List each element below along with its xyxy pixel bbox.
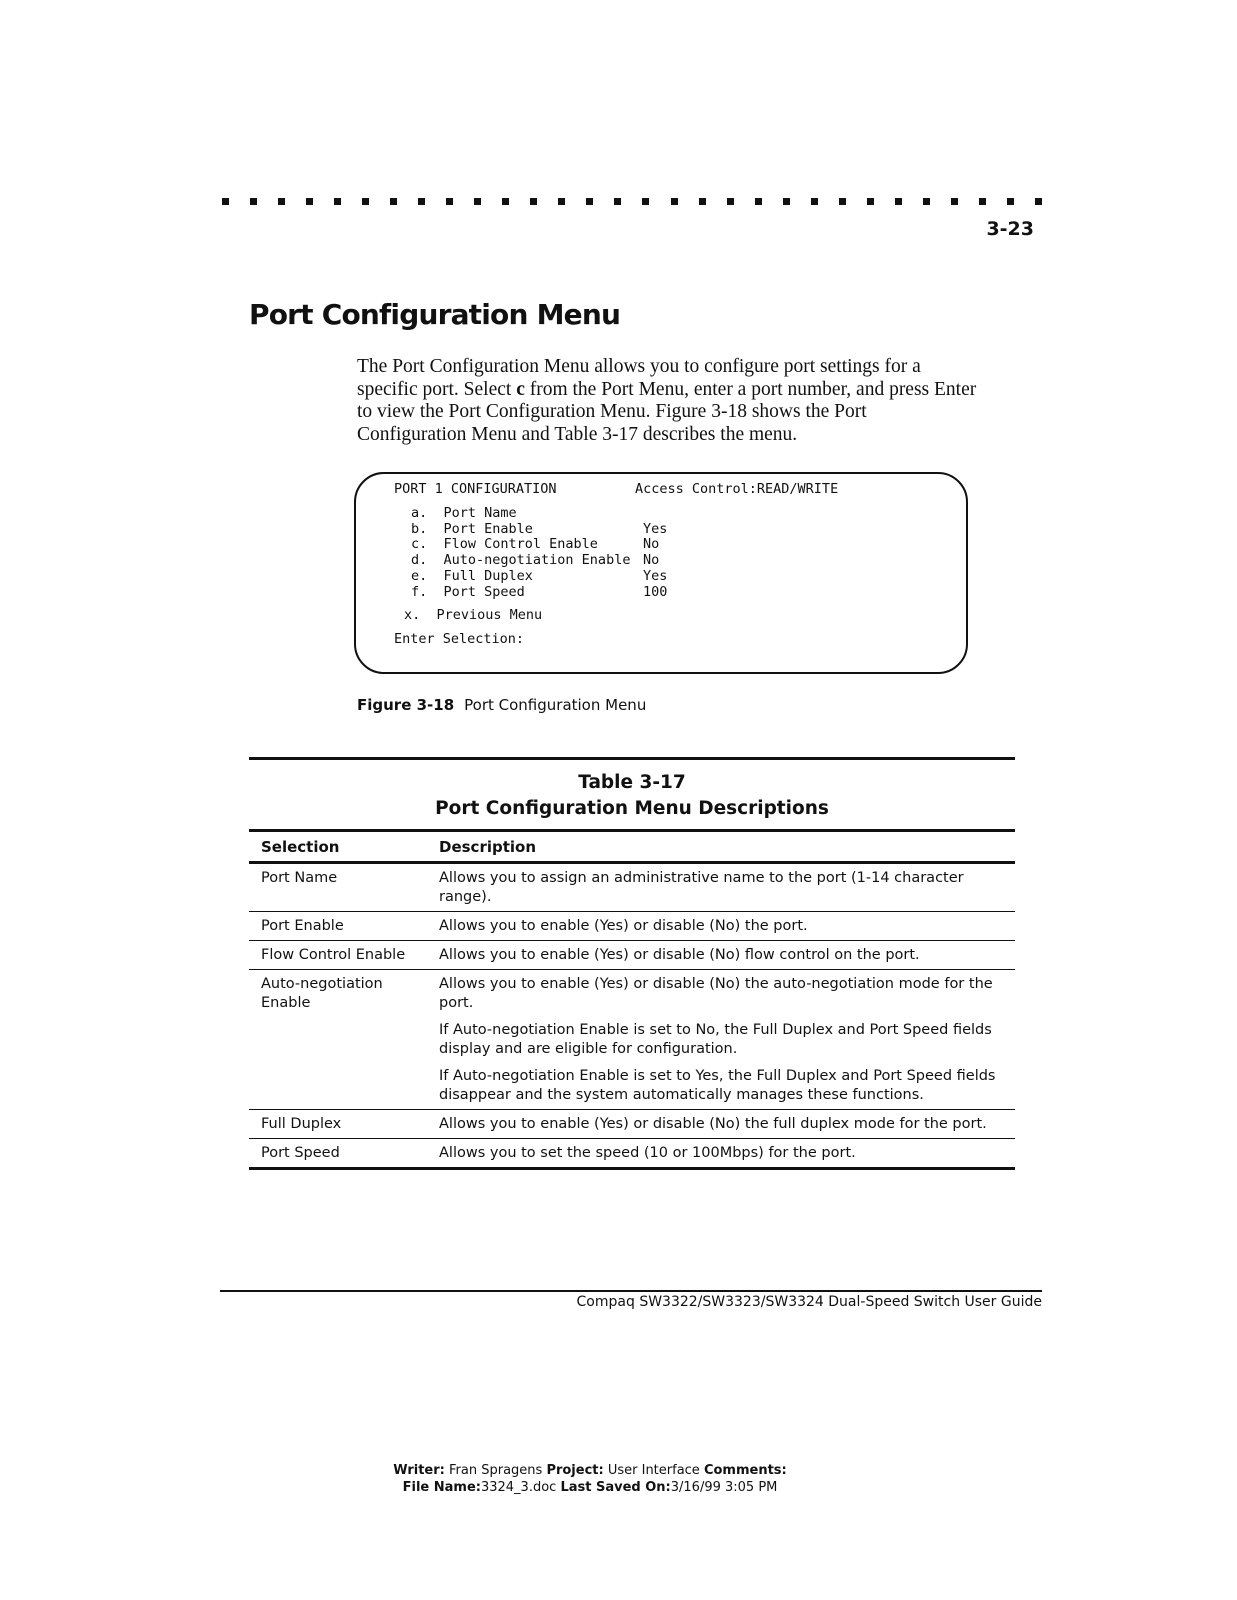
description-cell xyxy=(427,863,1015,912)
metadata-line-1 xyxy=(380,1462,800,1479)
filename: 3324_3.doc xyxy=(480,1480,557,1495)
rule-dot xyxy=(418,198,425,205)
rule-dot xyxy=(446,198,453,205)
rule-dot xyxy=(586,198,593,205)
rule-dot xyxy=(334,198,341,205)
table-row xyxy=(249,941,1015,970)
description-table-block xyxy=(249,757,1015,1170)
terminal-menu-value: No xyxy=(643,552,660,568)
rule-dot xyxy=(222,198,229,205)
rule-dot xyxy=(951,198,958,205)
table-row xyxy=(249,1139,1015,1169)
terminal-menu-item: a. Port Name xyxy=(411,505,517,521)
rule-dot xyxy=(614,198,621,205)
rule-dot xyxy=(895,198,902,205)
rule-dot xyxy=(530,198,537,205)
description-paragraph: Allows you to assign an administrative name to the port (1-14 character range). xyxy=(439,870,964,905)
rule-dot xyxy=(250,198,257,205)
rule-dot xyxy=(727,198,734,205)
terminal-prompt: Enter Selection: xyxy=(394,631,525,647)
terminal-menu-value: Yes xyxy=(643,521,668,537)
rule-dot xyxy=(306,198,313,205)
rule-dot xyxy=(839,198,846,205)
rule-dot xyxy=(502,198,509,205)
table-number: Table 3-17 xyxy=(578,772,686,793)
footer-guide-title: Compaq SW3322/SW3323/SW3324 Dual-Speed Switch User Guide xyxy=(576,1294,1042,1310)
terminal-menu-item: c. Flow Control Enable xyxy=(411,536,598,552)
rule-dot xyxy=(1007,198,1014,205)
intro-text-2: from the Port Menu, enter a port number, and press Enter to view the Port Configuration Menu. Figure 3-18 shows the Port Configuration Menu and Table 3-17 describes the menu. xyxy=(357,378,977,445)
table-row xyxy=(249,863,1015,912)
table-row xyxy=(249,970,1015,1110)
terminal-title: PORT 1 CONFIGURATION xyxy=(394,481,557,497)
table-heading xyxy=(249,760,1015,829)
description-paragraph: Allows you to enable (Yes) or disable (No) the full duplex mode for the port. xyxy=(439,1116,987,1132)
description-paragraph: Allows you to enable (Yes) or disable (No) the auto-negotiation mode for the port. xyxy=(439,976,993,1011)
terminal-menu-value: No xyxy=(643,536,660,552)
terminal-previous-menu: x. Previous Menu xyxy=(404,607,543,623)
selection-cell: Full Duplex xyxy=(249,1110,427,1139)
project-label: Project: xyxy=(546,1463,604,1478)
rule-dot xyxy=(390,198,397,205)
description-paragraph: Allows you to set the speed (10 or 100Mbps) for the port. xyxy=(439,1145,856,1161)
column-header-selection: Selection xyxy=(249,831,427,863)
intro-text-1: The Port Configuration Menu allows you to configure port settings for a specific port. Select xyxy=(357,356,921,400)
intro-bold-key: c xyxy=(516,378,525,400)
description-paragraph: Allows you to enable (Yes) or disable (No) flow control on the port. xyxy=(439,947,920,963)
terminal-screen xyxy=(354,472,968,674)
selection-cell: Port Speed xyxy=(261,1145,340,1161)
metadata-line-2 xyxy=(380,1479,800,1496)
writer-name: Fran Spragens xyxy=(449,1463,543,1478)
header-dot-rule xyxy=(222,198,1042,208)
description-paragraph: If Auto-negotiation Enable is set to Yes, the Full Duplex and Port Speed fields disappear and the system automatically manages these functions. xyxy=(439,1068,996,1103)
description-cell xyxy=(427,912,1015,941)
selection-cell: Flow Control Enable xyxy=(249,941,427,970)
rule-dot xyxy=(923,198,930,205)
description-paragraph: Allows you to enable (Yes) or disable (No) the port. xyxy=(439,918,808,934)
rule-dot xyxy=(699,198,706,205)
rule-dot xyxy=(867,198,874,205)
rule-dot xyxy=(783,198,790,205)
description-cell xyxy=(427,1110,1015,1139)
rule-dot xyxy=(755,198,762,205)
description-table xyxy=(249,829,1015,1170)
description-cell xyxy=(427,1139,1015,1169)
table-row xyxy=(249,1110,1015,1139)
description-cell xyxy=(427,970,1015,1110)
selection-cell: Port Enable xyxy=(249,912,427,941)
comments-label: Comments: xyxy=(703,1463,787,1478)
rule-dot xyxy=(1035,198,1042,205)
table-header-row xyxy=(249,831,1015,863)
rule-dot xyxy=(979,198,986,205)
rule-dot xyxy=(811,198,818,205)
rule-dot xyxy=(474,198,481,205)
intro-paragraph xyxy=(357,356,977,446)
page-number: 3-23 xyxy=(986,218,1034,240)
filename-label: File Name: xyxy=(402,1480,481,1495)
description-paragraph: If Auto-negotiation Enable is set to No, the Full Duplex and Port Speed fields display and are eligible for configuration. xyxy=(439,1022,992,1057)
terminal-menu-item: f. Port Speed xyxy=(411,584,525,600)
selection-cell: Auto-negotiation Enable xyxy=(249,970,427,1110)
rule-dot xyxy=(278,198,285,205)
table-row xyxy=(249,912,1015,941)
rule-dot xyxy=(642,198,649,205)
project-name: User Interface xyxy=(607,1463,700,1478)
saved-label: Last Saved On: xyxy=(560,1480,671,1495)
figure-number: Figure 3-18 xyxy=(357,696,455,714)
figure-caption-text: Port Configuration Menu xyxy=(464,696,647,714)
terminal-access-control: Access Control:READ/WRITE xyxy=(635,481,839,497)
rule-dot xyxy=(671,198,678,205)
selection-cell: Port Name xyxy=(249,863,427,912)
column-header-description: Description xyxy=(427,831,1015,863)
terminal-menu-value: Yes xyxy=(643,568,668,584)
terminal-menu-item: b. Port Enable xyxy=(411,521,533,537)
terminal-menu-item: d. Auto-negotiation Enable xyxy=(411,552,631,568)
terminal-menu-value: 100 xyxy=(643,584,668,600)
document-metadata xyxy=(380,1462,800,1496)
terminal-menu-item: e. Full Duplex xyxy=(411,568,533,584)
description-cell xyxy=(427,941,1015,970)
table-body xyxy=(249,863,1015,1169)
saved-date: 3/16/99 3:05 PM xyxy=(670,1480,778,1495)
rule-dot xyxy=(362,198,369,205)
footer-rule xyxy=(220,1290,1042,1292)
writer-label: Writer: xyxy=(393,1463,445,1478)
figure-caption xyxy=(357,696,646,714)
section-title: Port Configuration Menu xyxy=(249,298,621,331)
table-title: Port Configuration Menu Descriptions xyxy=(435,798,829,819)
rule-dot xyxy=(558,198,565,205)
